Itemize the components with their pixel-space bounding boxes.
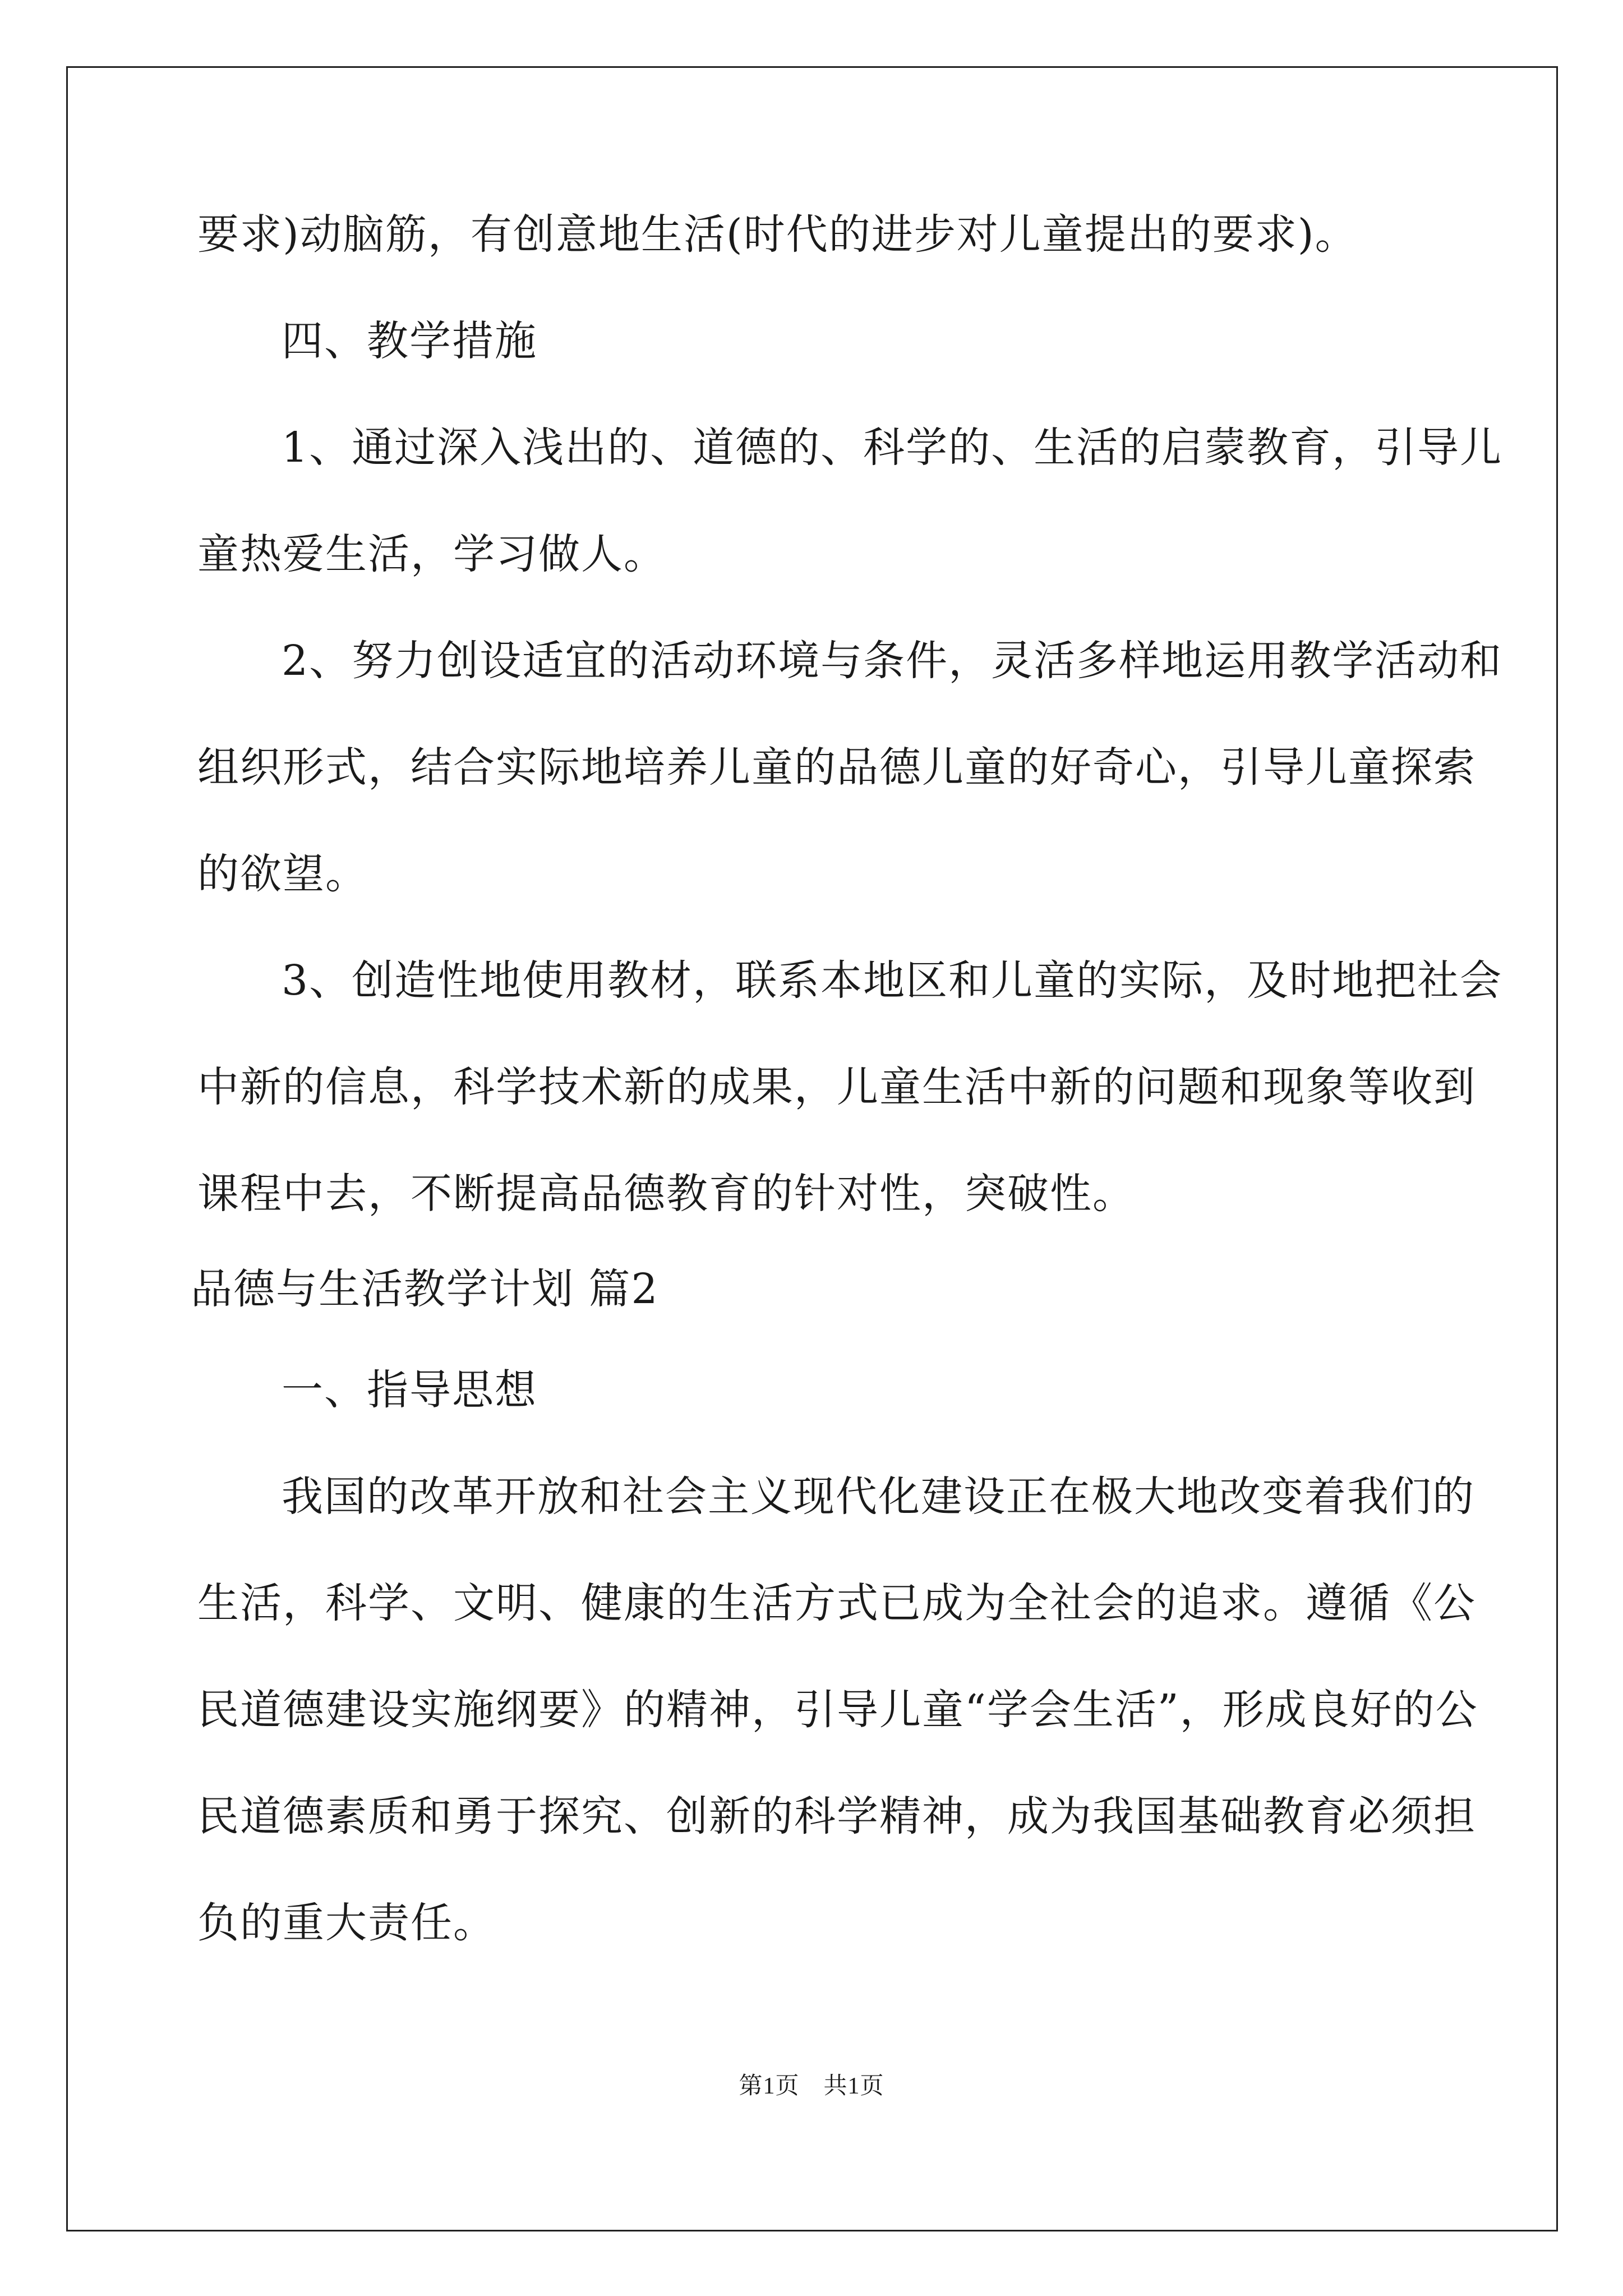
paragraph-line: 中新的信息，科学技术新的成果，儿童生活中新的问题和现象等收到: [197, 1063, 1476, 1111]
paragraph-line: 生活，科学、文明、健康的生活方式已成为全社会的追求。遵循《公: [197, 1579, 1476, 1627]
section-heading: 四、教学措施: [282, 317, 537, 365]
paragraph-line: 的欲望。: [197, 850, 368, 898]
paragraph-line: 要求)动脑筋，有创意地生活(时代的进步对儿童提出的要求)。: [197, 210, 1358, 259]
paragraph-line: 3、创造性地使用教材，联系本地区和儿童的实际，及时地把社会: [282, 956, 1503, 1005]
paragraph-line: 负的重大责任。: [197, 1899, 496, 1947]
section-heading: 一、指导思想: [282, 1366, 537, 1414]
paragraph-line: 我国的改革开放和社会主义现代化建设正在极大地改变着我们的: [282, 1473, 1475, 1521]
paragraph-line: 1、通过深入浅出的、道德的、科学的、生活的启蒙教育，引导儿: [282, 424, 1503, 472]
paragraph-line: 组织形式，结合实际地培养儿童的品德儿童的好奇心，引导儿童探索: [197, 743, 1476, 792]
paragraph-line: 民道德素质和勇于探究、创新的科学精神，成为我国基础教育必须担: [197, 1792, 1476, 1841]
paragraph-line: 课程中去，不断提高品德教育的针对性，突破性。: [197, 1170, 1135, 1218]
paragraph-line: 童热爱生活，学习做人。: [197, 530, 666, 578]
paragraph-line: 民道德建设实施纲要》的精神，引导儿童“学会生活”，形成良好的公: [197, 1686, 1478, 1734]
paragraph-line: 2、努力创设适宜的活动环境与条件，灵活多样地运用教学活动和: [282, 637, 1503, 685]
article-title: 品德与生活教学计划 篇2: [191, 1265, 659, 1313]
page-number-footer: 第1页 共1页: [739, 2073, 884, 2099]
